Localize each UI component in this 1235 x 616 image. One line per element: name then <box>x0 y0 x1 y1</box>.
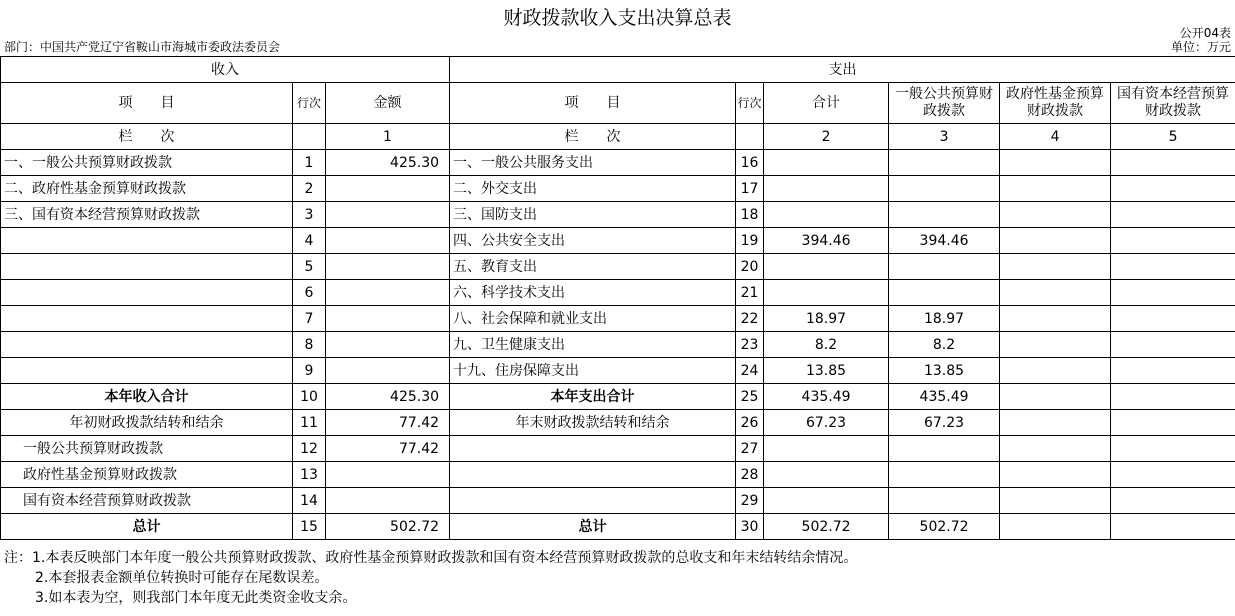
col-num-1: 1 <box>326 124 450 150</box>
expense-gov-fund <box>1000 280 1111 306</box>
income-item <box>1 332 293 358</box>
department-label: 部门：中国共产党辽宁省鞍山市海城市委政法委员会 <box>4 40 281 54</box>
expense-total <box>764 176 889 202</box>
table-row <box>1 488 1235 514</box>
income-amount <box>326 332 450 358</box>
expense-gen-budget: 8.2 <box>889 332 1000 358</box>
expense-column-label: 栏 次 <box>450 124 736 150</box>
form-code: 公开04表 <box>1179 26 1231 40</box>
expense-gov-fund <box>1000 514 1111 540</box>
income-item <box>1 280 293 306</box>
income-amount <box>326 306 450 332</box>
expense-item: 八、社会保障和就业支出 <box>450 306 736 332</box>
income-item: 三、国有资本经营预算财政拨款 <box>1 202 293 228</box>
expense-gen-budget: 394.46 <box>889 228 1000 254</box>
expense-item: 五、教育支出 <box>450 254 736 280</box>
expense-state-capital <box>1111 358 1235 384</box>
expense-gov-fund <box>1000 436 1111 462</box>
income-item: 国有资本经营预算财政拨款 <box>1 488 293 514</box>
expense-gov-fund <box>1000 462 1111 488</box>
expense-total: 502.72 <box>764 514 889 540</box>
expense-item: 四、公共安全支出 <box>450 228 736 254</box>
income-line-header: 行次 <box>293 83 326 124</box>
table-row <box>1 410 1235 436</box>
expense-line-no: 27 <box>736 436 764 462</box>
expense-item: 一、一般公共服务支出 <box>450 150 736 176</box>
expense-state-capital <box>1111 176 1235 202</box>
expense-gen-budget <box>889 202 1000 228</box>
income-amount: 425.30 <box>326 384 450 410</box>
expense-gov-fund <box>1000 202 1111 228</box>
income-column-label: 栏 次 <box>1 124 293 150</box>
table-row <box>1 462 1235 488</box>
income-amount: 502.72 <box>326 514 450 540</box>
expense-item: 本年支出合计 <box>450 384 736 410</box>
income-item: 一、一般公共预算财政拨款 <box>1 150 293 176</box>
income-item <box>1 228 293 254</box>
expense-item: 九、卫生健康支出 <box>450 332 736 358</box>
expense-state-capital <box>1111 332 1235 358</box>
expense-total <box>764 462 889 488</box>
expense-total: 8.2 <box>764 332 889 358</box>
empty-cell <box>736 124 764 150</box>
expense-state-capital <box>1111 280 1235 306</box>
expense-total <box>764 280 889 306</box>
expense-total: 13.85 <box>764 358 889 384</box>
income-amount <box>326 358 450 384</box>
expense-gen-budget <box>889 254 1000 280</box>
col-num-4: 4 <box>1000 124 1111 150</box>
expense-gen-budget <box>889 436 1000 462</box>
income-amount: 425.30 <box>326 150 450 176</box>
expense-state-capital <box>1111 228 1235 254</box>
expense-line-no: 24 <box>736 358 764 384</box>
expense-gen-budget <box>889 150 1000 176</box>
expense-line-no: 25 <box>736 384 764 410</box>
expense-gen-budget: 18.97 <box>889 306 1000 332</box>
income-line-no: 2 <box>293 176 326 202</box>
expense-total: 18.97 <box>764 306 889 332</box>
empty-cell <box>293 124 326 150</box>
col-num-3: 3 <box>889 124 1000 150</box>
note-line-1: 注：1.本表反映部门本年度一般公共预算财政拨款、政府性基金预算财政拨款和国有资本经营预算财政拨款的总收支和年末结转结余情况。 <box>4 550 858 566</box>
income-line-no: 6 <box>293 280 326 306</box>
unit-label: 单位：万元 <box>1170 40 1231 54</box>
expense-total <box>764 488 889 514</box>
income-line-no: 13 <box>293 462 326 488</box>
expense-gen-budget: 435.49 <box>889 384 1000 410</box>
income-item: 年初财政拨款结转和结余 <box>1 410 293 436</box>
expense-gen-budget: 67.23 <box>889 410 1000 436</box>
expense-state-capital <box>1111 306 1235 332</box>
expense-line-no: 19 <box>736 228 764 254</box>
table-row <box>1 280 1235 306</box>
expense-line-no: 16 <box>736 150 764 176</box>
note-line-2: 2.本套报表金额单位转换时可能存在尾数误差。 <box>35 570 329 586</box>
expense-state-capital <box>1111 514 1235 540</box>
page-title: 财政拨款收入支出决算总表 <box>503 7 732 29</box>
table-row <box>1 254 1235 280</box>
expense-item: 二、外交支出 <box>450 176 736 202</box>
expense-line-no: 28 <box>736 462 764 488</box>
income-item: 本年收入合计 <box>1 384 293 410</box>
expense-gov-fund <box>1000 358 1111 384</box>
income-header: 收入 <box>1 57 450 83</box>
income-item <box>1 358 293 384</box>
budget-table <box>0 56 1235 540</box>
expense-line-no: 18 <box>736 202 764 228</box>
expense-line-no: 29 <box>736 488 764 514</box>
income-item: 政府性基金预算财政拨款 <box>1 462 293 488</box>
gen-budget-header: 一般公共预算财政拨款 <box>889 83 1000 124</box>
income-line-no: 1 <box>293 150 326 176</box>
income-amount: 77.42 <box>326 436 450 462</box>
expense-gen-budget <box>889 176 1000 202</box>
expense-item <box>450 436 736 462</box>
income-line-no: 12 <box>293 436 326 462</box>
income-line-no: 10 <box>293 384 326 410</box>
income-amount <box>326 280 450 306</box>
expense-gov-fund <box>1000 332 1111 358</box>
table-row <box>1 150 1235 176</box>
col-num-5: 5 <box>1111 124 1235 150</box>
expense-item: 三、国防支出 <box>450 202 736 228</box>
table-row <box>1 228 1235 254</box>
expense-item: 总计 <box>450 514 736 540</box>
expense-item <box>450 462 736 488</box>
income-line-no: 8 <box>293 332 326 358</box>
expense-state-capital <box>1111 150 1235 176</box>
income-amount <box>326 254 450 280</box>
expense-gen-budget <box>889 280 1000 306</box>
table-row <box>1 202 1235 228</box>
notes <box>4 548 857 608</box>
expense-state-capital <box>1111 410 1235 436</box>
income-item <box>1 306 293 332</box>
income-line-no: 9 <box>293 358 326 384</box>
gov-fund-header: 政府性基金预算财政拨款 <box>1000 83 1111 124</box>
expense-line-no: 22 <box>736 306 764 332</box>
expense-gov-fund <box>1000 176 1111 202</box>
income-item-header: 项 目 <box>1 83 293 124</box>
expense-total <box>764 254 889 280</box>
expense-state-capital <box>1111 436 1235 462</box>
income-line-no: 7 <box>293 306 326 332</box>
expense-gov-fund <box>1000 228 1111 254</box>
expense-line-no: 20 <box>736 254 764 280</box>
income-line-no: 5 <box>293 254 326 280</box>
expense-state-capital <box>1111 384 1235 410</box>
expense-gov-fund <box>1000 384 1111 410</box>
expense-gov-fund <box>1000 254 1111 280</box>
income-line-no: 15 <box>293 514 326 540</box>
expense-state-capital <box>1111 202 1235 228</box>
expense-header: 支出 <box>450 57 1235 83</box>
income-item: 一般公共预算财政拨款 <box>1 436 293 462</box>
expense-line-no: 17 <box>736 176 764 202</box>
expense-total <box>764 436 889 462</box>
col-num-2: 2 <box>764 124 889 150</box>
expense-total: 435.49 <box>764 384 889 410</box>
expense-gen-budget <box>889 462 1000 488</box>
expense-gen-budget <box>889 488 1000 514</box>
income-line-no: 3 <box>293 202 326 228</box>
state-capital-header: 国有资本经营预算财政拨款 <box>1111 83 1235 124</box>
expense-total: 394.46 <box>764 228 889 254</box>
expense-item-header: 项 目 <box>450 83 736 124</box>
expense-gov-fund <box>1000 410 1111 436</box>
expense-line-header: 行次 <box>736 83 764 124</box>
expense-item: 六、科学技术支出 <box>450 280 736 306</box>
table-row <box>1 384 1235 410</box>
table-row <box>1 176 1235 202</box>
table-row <box>1 332 1235 358</box>
income-line-no: 11 <box>293 410 326 436</box>
note-line-3: 3.如本表为空，则我部门本年度无此类资金收支余。 <box>35 590 357 606</box>
expense-gov-fund <box>1000 306 1111 332</box>
table-row <box>1 436 1235 462</box>
expense-total <box>764 150 889 176</box>
income-line-no: 14 <box>293 488 326 514</box>
table-row <box>1 514 1235 540</box>
income-amount <box>326 228 450 254</box>
expense-total: 67.23 <box>764 410 889 436</box>
expense-gen-budget: 502.72 <box>889 514 1000 540</box>
income-item <box>1 254 293 280</box>
income-amount <box>326 176 450 202</box>
income-item: 总计 <box>1 514 293 540</box>
amount-header: 金额 <box>326 83 450 124</box>
expense-line-no: 30 <box>736 514 764 540</box>
income-line-no: 4 <box>293 228 326 254</box>
expense-state-capital <box>1111 254 1235 280</box>
income-amount <box>326 488 450 514</box>
table-row <box>1 358 1235 384</box>
expense-state-capital <box>1111 488 1235 514</box>
expense-gen-budget: 13.85 <box>889 358 1000 384</box>
expense-total <box>764 202 889 228</box>
expense-item <box>450 488 736 514</box>
expense-line-no: 23 <box>736 332 764 358</box>
income-amount <box>326 462 450 488</box>
total-header: 合计 <box>764 83 889 124</box>
income-item: 二、政府性基金预算财政拨款 <box>1 176 293 202</box>
expense-gov-fund <box>1000 150 1111 176</box>
expense-item: 年末财政拨款结转和结余 <box>450 410 736 436</box>
expense-gov-fund <box>1000 488 1111 514</box>
expense-line-no: 26 <box>736 410 764 436</box>
expense-state-capital <box>1111 462 1235 488</box>
table-row <box>1 306 1235 332</box>
expense-line-no: 21 <box>736 280 764 306</box>
income-amount <box>326 202 450 228</box>
income-amount: 77.42 <box>326 410 450 436</box>
expense-item: 十九、住房保障支出 <box>450 358 736 384</box>
